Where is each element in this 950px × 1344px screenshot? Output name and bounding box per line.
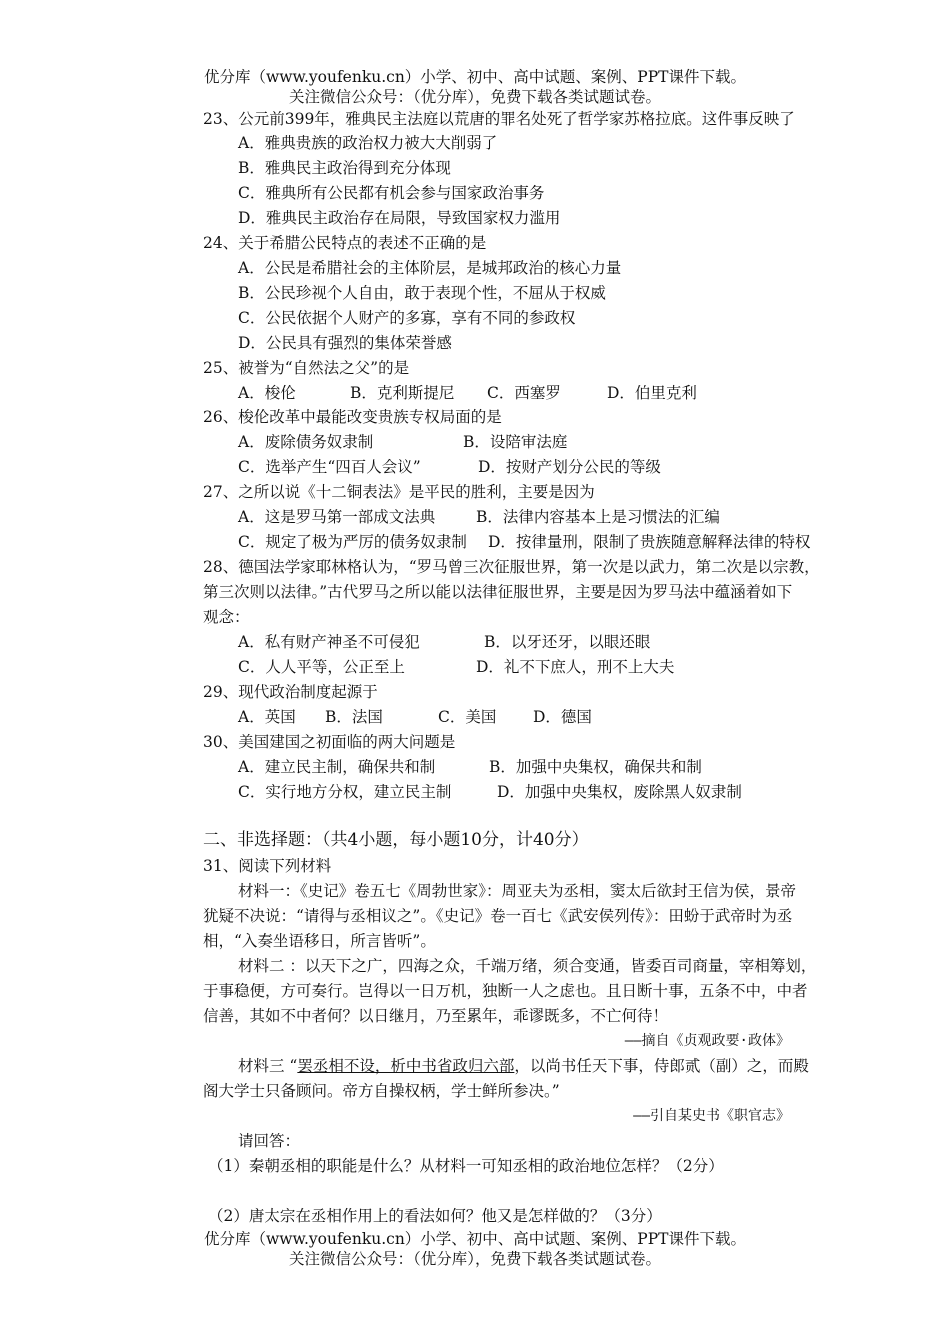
material-3-line-2: 阁大学士只备顾问。帝方自操权柄，学士鲜所参决。” <box>203 1082 560 1100</box>
section-2-title: 二、非选择题：（共4小题，每小题10分，计40分） <box>203 830 589 850</box>
question-25-option-d: D．伯里克利 <box>607 384 697 402</box>
question-28-option-b: B．以牙还牙，以眼还眼 <box>484 633 651 651</box>
question-28-stem-line-2: 第三次则以法律。”古代罗马之所以能以法律征服世界，主要是因为罗马法中蕴涵着如下 <box>203 583 793 601</box>
footer-line-1: 优分库（www.youfenku.cn）小学、初中、高中试题、案例、PPT课件下载。 <box>203 1230 747 1248</box>
material-1-line-3: 相，“入奏坐语移日，所言皆听”。 <box>203 932 436 950</box>
question-29-option-b: B．法国 <box>325 708 383 726</box>
question-24-stem: 24、关于希腊公民特点的表述不正确的是 <box>203 234 487 252</box>
question-29-stem: 29、现代政治制度起源于 <box>203 683 378 701</box>
question-26-option-c: C．选举产生“四百人会议” <box>238 458 421 476</box>
footer-line-2: 关注微信公众号：（优分库），免费下载各类试题试卷。 <box>288 1250 661 1268</box>
question-25-stem: 25、被誉为“自然法之父”的是 <box>203 359 410 377</box>
material-2-source: ——摘自《贞观政要·政体》 <box>624 1033 790 1049</box>
question-30-option-a: A．建立民主制，确保共和制 <box>238 758 436 776</box>
material-2-line-2: 于事稳便，方可奏行。岂得以一日万机，独断一人之虑也。且日断十事，五条不中，中者 <box>203 982 808 1000</box>
header-line-1: 优分库（www.youfenku.cn）小学、初中、高中试题、案例、PPT课件下载。 <box>203 68 747 86</box>
question-24-option-c: C．公民依据个人财产的多寡，享有不同的参政权 <box>238 309 576 327</box>
answer-prompt: 请回答： <box>238 1132 301 1150</box>
material-3-prefix: 材料三 “ <box>238 1057 298 1075</box>
header-line-2: 关注微信公众号：（优分库），免费下载各类试题试卷。 <box>288 88 661 106</box>
question-23-option-a: A．雅典贵族的政治权力被大大削弱了 <box>238 134 498 152</box>
material-1-line-1: 材料一：《史记》卷五七《周勃世家》：周亚夫为丞相，窦太后欲封王信为侯，景帝 <box>238 882 797 900</box>
material-1-line-2: 犹疑不决说：“请得与丞相议之”。《史记》卷一百七《武安侯列传》：田蚡于武帝时为丞 <box>203 907 793 925</box>
question-26-option-a: A．废除债务奴隶制 <box>238 433 374 451</box>
material-2-line-3: 信善，其如不中者何？以日继月，乃至累年，乖谬既多，不亡何待！ <box>203 1007 669 1025</box>
question-28-option-a: A．私有财产神圣不可侵犯 <box>238 633 420 651</box>
question-24-option-b: B．公民珍视个人自由，敢于表现个性，不屈从于权威 <box>238 284 606 302</box>
question-28-option-d: D．礼不下庶人，刑不上大夫 <box>476 658 675 676</box>
question-29-option-d: D．德国 <box>533 708 592 726</box>
question-24-option-a: A．公民是希腊社会的主体阶层，是城邦政治的核心力量 <box>238 259 622 277</box>
question-28-option-c: C．人人平等，公正至上 <box>238 658 405 676</box>
question-31-stem: 31、阅读下列材料 <box>203 857 332 875</box>
sub-question-1: （1）秦朝丞相的职能是什么？从材料一可知丞相的政治地位怎样？（2分） <box>208 1157 724 1175</box>
question-29-option-c: C．美国 <box>438 708 497 726</box>
material-2-line-1: 材料二 ：以天下之广，四海之众，千端万绪，须合变通，皆委百司商量，宰相筹划， <box>238 957 817 975</box>
question-23-option-d: D．雅典民主政治存在局限，导致国家权力滥用 <box>238 209 561 227</box>
question-25-option-a: A．梭伦 <box>238 384 296 402</box>
question-28-stem-line-1: 28、德国法学家耶林格认为，“罗马曾三次征服世界，第一次是以武力，第二次是以宗教， <box>203 558 820 576</box>
question-27-option-a: A．这是罗马第一部成文法典 <box>238 508 436 526</box>
question-30-option-c: C．实行地方分权，建立民主制 <box>238 783 452 801</box>
material-3-line-1 <box>238 1055 809 1077</box>
question-26-option-d: D．按财产划分公民的等级 <box>478 458 661 476</box>
question-25-option-c: C．西塞罗 <box>487 384 561 402</box>
question-30-option-b: B．加强中央集权，确保共和制 <box>489 758 702 776</box>
question-30-option-d: D．加强中央集权，废除黑人奴隶制 <box>497 783 742 801</box>
question-25-option-b: B．克利斯提尼 <box>350 384 455 402</box>
question-24-option-d: D．公民具有强烈的集体荣誉感 <box>238 334 452 352</box>
question-23-option-b: B．雅典民主政治得到充分体现 <box>238 159 451 177</box>
question-26-stem: 26、梭伦改革中最能改变贵族专权局面的是 <box>203 408 502 426</box>
material-3-rest: ，以尚书任天下事，侍郎贰（副）之，而殿 <box>514 1057 809 1075</box>
question-28-stem-line-3: 观念： <box>203 608 250 626</box>
question-29-option-a: A．英国 <box>238 708 296 726</box>
question-27-stem: 27、之所以说《十二铜表法》是平民的胜利，主要是因为 <box>203 483 595 501</box>
question-27-option-b: B．法律内容基本上是习惯法的汇编 <box>476 508 720 526</box>
question-26-option-b: B．设陪审法庭 <box>463 433 568 451</box>
question-27-option-d: D．按律量刑，限制了贵族随意解释法律的特权 <box>488 533 811 551</box>
material-3-source: ——引自某史书《职官志》 <box>633 1108 790 1124</box>
question-23-stem: 23、公元前399年，雅典民主法庭以荒唐的罪名处死了哲学家苏格拉底。这件事反映了 <box>203 110 795 128</box>
sub-question-2: （2）唐太宗在丞相作用上的看法如何？他又是怎样做的？（3分） <box>208 1207 662 1225</box>
question-23-option-c: C．雅典所有公民都有机会参与国家政治事务 <box>238 184 545 202</box>
question-27-option-c: C．规定了极为严厉的债务奴隶制 <box>238 533 467 551</box>
question-30-stem: 30、美国建国之初面临的两大问题是 <box>203 733 456 751</box>
material-3-underlined-text: 罢丞相不设，析中书省政归六部 <box>297 1057 515 1075</box>
